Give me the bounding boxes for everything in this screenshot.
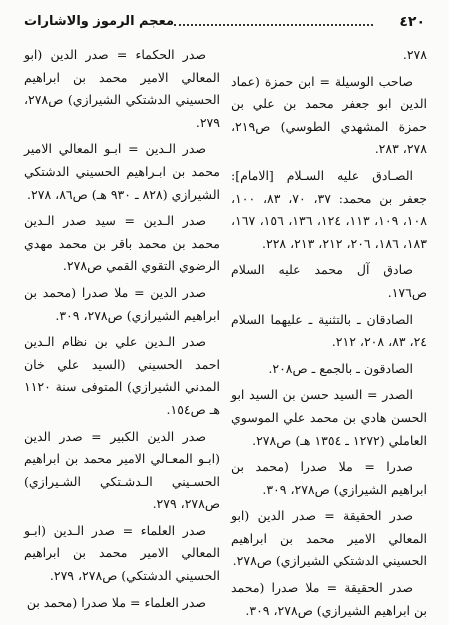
- index-entry: ٢٧٨.: [402, 47, 427, 62]
- index-entry: صدر الحكماء = صدر الدين (ابو المعالي الامير محمد بن ابراهيم الحسيني الدشتكي الشيرازي) ص٢٧٨، ٢٧٩.: [24, 47, 220, 130]
- running-title: معجم الرموز والاشارات: [24, 14, 174, 29]
- index-entry: صدر الحقيقة = صدر الدين (ابو المعالي الامير محمد بن ابراهيم الحسيني الدشتكي الشيرازي) ص٢٧٨.: [231, 508, 427, 569]
- index-entry: صاحب الوسيلة = ابن حمزة (عماد الدين ابو جعفر محمد بن علي بن حمزة المشهدي الطوسي) ص٢١٩، ٢٧٨، ٢٨٣.: [231, 73, 427, 157]
- index-entry: الصـادق عليه السـلام [الامام]: جعفر بن محمد: ٣٧، ٧٠، ٨٣، ١٠٠، ١٠٨، ١٠٩، ١١٣، ١٢٤، ١٣٦، ١٥٦، ١٦٧، ١٨٣، ١٨٦، ٢٠٦، ٢١٢، ٢١٣، ٢٢٨.: [231, 167, 427, 251]
- index-entry: صادق آل محمد عليه السلام ص١٧٦.: [231, 262, 427, 300]
- page-number: ٤٢٠: [399, 14, 425, 30]
- page-header: [24, 14, 425, 40]
- index-entry: صدر العلماء = صدر الـدين (ابـو المعالي الامير محمد بن ابراهيم الحسيني الدشتكي) ص٢٧٨، ٢٧٩.: [24, 522, 220, 584]
- index-entry: صدر الـدين = ابـو المعالي الامير محمد بن ابـراهيم الحسيني الدشتكي الشيرازي (٨٢٨ ـ ٩٣٠ هـ) ص٨٦، ٢٧٨.: [24, 141, 220, 202]
- header-dotted-rule: [174, 24, 373, 26]
- index-entry: صدر الدين الكبير = صدر الدين (ابـو المعـالي الامير محمد بن ابراهيم الحسـيني الـدشـتكي الشـيرازي) ص٢٧٨، ٢٧٩.: [24, 428, 220, 512]
- index-entry: صدر الـدين = سيد صدر الـدين محمد بن محمد باقر بن محمد مهدي الرضوي التقوي القمي ص٢٧٨.: [24, 213, 220, 274]
- left-column: [24, 44, 220, 610]
- right-column: [231, 44, 427, 618]
- index-entry: صدر الـدين علي بن نظام الـدين احمد الحسيني (السيد علي خان المدني الشيرازي) المتوفى سنة ١١٢٠ هـ ص١٥٤.: [24, 334, 220, 417]
- index-entry: الصادقان ـ بالتثنية ـ عليهما السلام ٢٤، ٨٣، ٢٠٨، ٢١٢.: [231, 311, 427, 350]
- index-entry: صدر الحقيقة = ملا صدرا (محمد بن ابراهيم الشيرازي) ص٢٧٨، ٣٠٩.: [231, 580, 427, 618]
- index-entry: صدرا = ملا صدرا (محمد بن ابراهيم الشيرازي) ص٢٧٨، ٣٠٩.: [231, 459, 427, 497]
- index-entry: صدر العلماء = ملا صدرا (محمد بن: [26, 594, 206, 610]
- index-entry: الصادقون ـ بالجمع ـ ص٢٠٨.: [268, 360, 413, 376]
- index-entry: الصدر = السيد حسن بن السيد ابو الحسن هادي بن محمد علي الموسوي العاملي (١٢٧٢ ـ ١٣٥٤ هـ) ص٢٧٨.: [231, 387, 427, 448]
- index-entry: صدر الدين = ملا صدرا (محمد بن ابراهيم الشيرازي) ص٢٧٨، ٣٠٩.: [24, 284, 220, 323]
